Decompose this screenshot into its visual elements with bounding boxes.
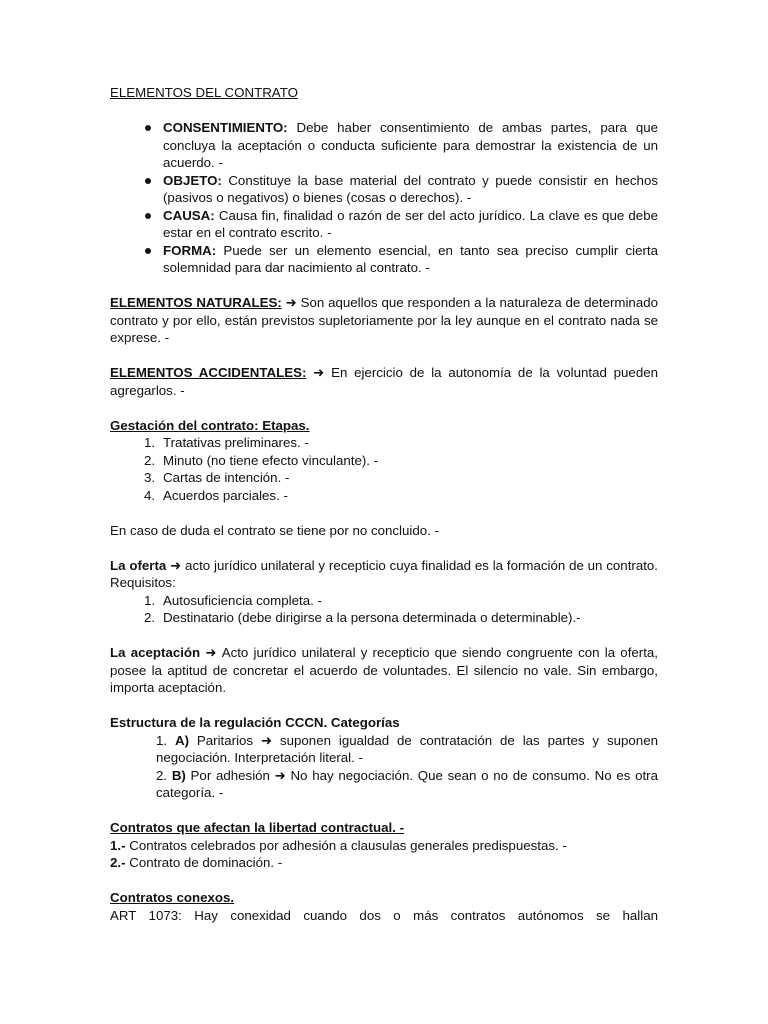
item-text: Cartas de intención. - <box>163 470 290 485</box>
term-text: En ejercicio de la autonomía de la voluntad pueden agregarlos. - <box>110 365 659 398</box>
item-text: Destinatario (debe dirigirse a la persona determinada o determinable).- <box>163 610 581 625</box>
term-text: Puede ser un elemento esencial, en tanto sea preciso cumplir cierta solemnidad para dar nacimiento al contrato. - <box>163 242 658 275</box>
oferta-list <box>110 592 658 627</box>
item-text: Contrato de dominación. - <box>125 855 283 870</box>
item-text: Por adhesión ➜ No hay negociación. Que sean o no de consumo. No es otra categoría. - <box>156 767 658 800</box>
item-text: Acuerdos parciales. - <box>163 487 288 503</box>
item-number: 2. <box>144 452 156 468</box>
item-letter: A) <box>174 732 190 748</box>
accidentales-paragraph <box>110 364 658 399</box>
term-label: La aceptación <box>110 645 201 660</box>
item-number: 2.- <box>110 855 126 870</box>
list-item <box>110 434 658 452</box>
term-label: CAUSA: <box>163 207 215 223</box>
list-item <box>110 172 658 207</box>
duda-paragraph: En caso de duda el contrato se tiene por no concluido. - <box>110 522 439 538</box>
term-text: Acto jurídico unilateral y recepticio que siendo congruente con la oferta, posee la aptitud de concretar el acuerdo de voluntades. El silencio no vale. Sin embargo, importa aceptación. <box>110 645 659 695</box>
libertad-title: Contratos que afectan la libertad contractual. - <box>110 820 405 835</box>
item-text: Minuto (no tiene efecto vinculante). - <box>163 452 379 468</box>
aceptacion-paragraph <box>110 644 658 697</box>
term-text: Son aquellos que responden a la naturaleza de determinado contrato y por ello, están previstos supletoriamente por la ley aunque en el contrato nada se exprese. - <box>110 295 659 345</box>
item-number: 4. <box>144 487 156 503</box>
arrow-icon: ➜ <box>281 295 301 310</box>
term-label: ELEMENTOS ACCIDENTALES: <box>110 365 307 380</box>
list-item <box>110 854 658 872</box>
item-number: 2. <box>144 610 156 625</box>
list-item <box>110 242 658 277</box>
term-label: OBJETO: <box>163 172 222 188</box>
item-number: 1. <box>144 592 156 608</box>
list-item <box>110 592 658 610</box>
item-number: 3. <box>144 470 156 485</box>
item-text: Paritarios ➜ suponen igualdad de contratación de las partes y suponen negociación. Interpretación literal. - <box>156 732 658 765</box>
item-number: 2. <box>156 767 168 783</box>
term-label: ELEMENTOS NATURALES: <box>110 295 282 310</box>
arrow-icon: ➜ <box>200 645 222 660</box>
gestacion-title: Gestación del contrato: Etapas. <box>110 417 310 433</box>
list-item <box>110 837 658 855</box>
document-page <box>110 84 658 924</box>
term-text: Causa fin, finalidad o razón de ser del acto jurídico. La clave es que debe estar en el contrato escrito. - <box>163 207 658 240</box>
estructura-title: Estructura de la regulación CCCN. Categorías <box>110 715 400 730</box>
gestacion-list <box>110 434 658 504</box>
list-item <box>110 487 658 505</box>
term-label: CONSENTIMIENTO: <box>163 120 288 135</box>
naturales-paragraph <box>110 294 658 347</box>
item-number: 1.- <box>110 837 126 853</box>
item-text: Tratativas preliminares. - <box>163 435 309 450</box>
arrow-icon: ➜ <box>166 557 186 573</box>
item-text: Contratos celebrados por adhesión a clausulas generales predispuestas. - <box>125 837 567 853</box>
list-item <box>110 207 658 242</box>
item-letter: B) <box>171 767 186 783</box>
item-number: 1. <box>144 435 156 450</box>
term-text: Constituye la base material del contrato y puede consistir en hechos (pasivos o negativos) o bienes (cosas o derechos). - <box>163 172 658 205</box>
item-text: Autosuficiencia completa. - <box>163 592 322 608</box>
list-item <box>110 452 658 470</box>
conexos-paragraph: ART 1073: Hay conexidad cuando dos o más contratos autónomos se hallan <box>110 907 658 923</box>
list-item <box>110 609 658 627</box>
arrow-icon: ➜ <box>306 365 332 380</box>
list-item <box>110 767 658 802</box>
term-text: acto jurídico unilateral y recepticio cuya finalidad es la formación de un contrato. Requisitos: <box>110 557 659 590</box>
elements-list <box>110 119 658 277</box>
list-item <box>110 732 658 767</box>
section-heading: ELEMENTOS DEL CONTRATO <box>110 85 298 100</box>
oferta-paragraph <box>110 557 658 592</box>
term-label: La oferta <box>110 557 167 573</box>
item-number: 1. <box>156 732 168 748</box>
term-text: Debe haber consentimiento de ambas partes, para que concluya la aceptación o conducta suficiente para demostrar la existencia de un acuerdo. - <box>163 120 658 170</box>
list-item <box>110 119 658 172</box>
term-label: FORMA: <box>163 242 217 258</box>
conexos-title: Contratos conexos. <box>110 890 235 905</box>
list-item <box>110 469 658 487</box>
